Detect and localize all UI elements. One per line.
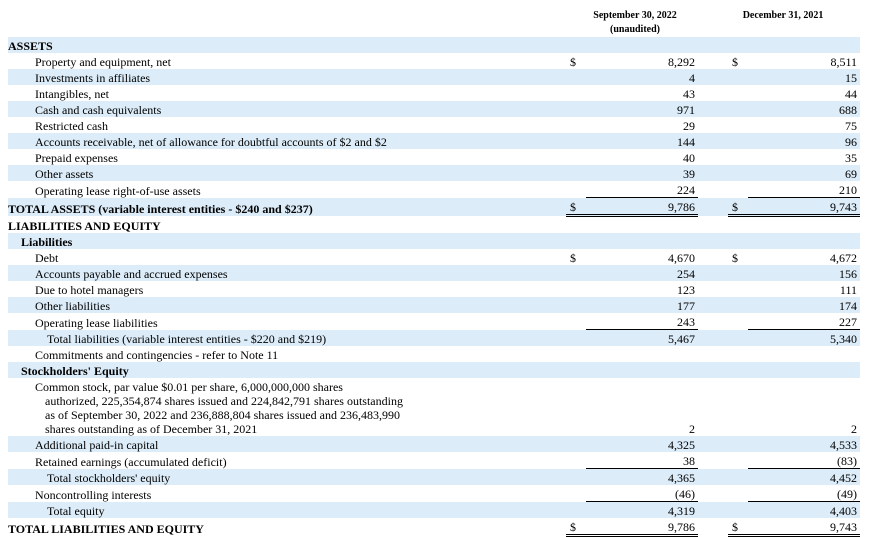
currency-symbol [566, 265, 586, 281]
spacer [698, 436, 728, 452]
row-label-line: shares outstanding as of December 31, 2021 [45, 422, 258, 436]
table-row [8, 117, 860, 133]
row-label: Operating lease right-of-use assets [35, 183, 201, 198]
table-row [8, 133, 860, 149]
value-sep-2022: 123 [677, 283, 695, 297]
spacer [698, 249, 728, 265]
table-row [8, 313, 860, 330]
currency-symbol [566, 181, 586, 198]
currency-symbol [728, 502, 748, 519]
row-label: Debt [35, 251, 59, 265]
currency-symbol [566, 85, 586, 101]
currency-symbol [566, 378, 586, 436]
spacer [698, 281, 728, 297]
currency-symbol: $ [566, 198, 586, 216]
row-label: Liabilities [8, 233, 566, 249]
value-sep-2022: 43 [683, 87, 695, 101]
spacer [698, 216, 728, 234]
value-sep-2022 [586, 216, 698, 234]
row-label: Other liabilities [8, 297, 566, 313]
spacer [698, 469, 728, 486]
currency-symbol [728, 69, 748, 85]
table-row [8, 265, 860, 281]
spacer [698, 330, 728, 347]
value-sep-2022: 5,467 [586, 330, 698, 347]
value-sep-2022: 224 [586, 181, 698, 198]
currency-symbol [566, 37, 586, 53]
value-dec-2021: 4,452 [748, 469, 860, 486]
currency-symbol [728, 436, 748, 452]
row-label: Stockholders' Equity [8, 362, 566, 378]
currency-symbol [566, 117, 586, 133]
row-label: Retained earnings (accumulated deficit) [35, 454, 227, 469]
table-row [8, 362, 860, 378]
currency-symbol [566, 297, 586, 313]
table-row [8, 216, 860, 234]
value-sep-2022: 4,365 [586, 469, 698, 486]
spacer [698, 346, 728, 362]
value-sep-2022: 144 [586, 133, 698, 149]
currency-symbol [728, 313, 748, 330]
currency-symbol [728, 297, 748, 313]
currency-symbol [566, 101, 586, 117]
value-dec-2021 [748, 362, 860, 378]
row-label: Property and equipment, net [35, 55, 171, 69]
currency-symbol [728, 165, 748, 181]
spacer [698, 117, 728, 133]
column-header-sep-2022 [570, 9, 700, 37]
spacer [698, 133, 728, 149]
spacer [698, 181, 728, 198]
value-dec-2021: 4,533 [748, 436, 860, 452]
value-dec-2021: 688 [748, 101, 860, 117]
table-row [8, 181, 860, 198]
row-label: Restricted cash [35, 119, 108, 133]
value-sep-2022: 177 [586, 297, 698, 313]
currency-symbol [728, 330, 748, 347]
table-row [8, 436, 860, 452]
row-label: Intangibles, net [35, 87, 109, 101]
table-row [8, 330, 860, 347]
currency-symbol: $ [728, 198, 748, 216]
column-header-unaudited: (unaudited) [609, 24, 660, 35]
column-header-dec-2021 [718, 9, 848, 23]
currency-symbol [566, 149, 586, 165]
value-dec-2021: 227 [748, 313, 860, 330]
value-dec-2021: 69 [748, 165, 860, 181]
currency-symbol [566, 313, 586, 330]
value-sep-2022 [586, 346, 698, 362]
currency-symbol: $ [732, 251, 738, 265]
table-row [8, 149, 860, 165]
spacer [698, 69, 728, 85]
value-dec-2021: 9,743 [748, 198, 860, 216]
balance-sheet-table [8, 37, 860, 537]
value-dec-2021 [748, 216, 860, 234]
row-label: Due to hotel managers [35, 283, 144, 297]
value-dec-2021: (83) [748, 452, 860, 469]
currency-symbol: $ [570, 55, 576, 69]
value-sep-2022 [586, 362, 698, 378]
value-dec-2021: 2 [851, 422, 857, 436]
spacer [698, 518, 728, 536]
spacer [698, 165, 728, 181]
spacer [698, 502, 728, 519]
table-row [8, 469, 860, 486]
currency-symbol [728, 133, 748, 149]
row-label: Other assets [8, 165, 566, 181]
currency-symbol [566, 469, 586, 486]
value-dec-2021: 35 [845, 151, 857, 165]
table-row [8, 233, 860, 249]
value-sep-2022: 971 [586, 101, 698, 117]
spacer [698, 297, 728, 313]
currency-symbol [728, 362, 748, 378]
value-dec-2021: (49) [748, 485, 860, 502]
value-dec-2021 [748, 233, 860, 249]
currency-symbol: $ [570, 251, 576, 265]
spacer [698, 85, 728, 101]
currency-symbol [728, 149, 748, 165]
table-row [8, 485, 860, 502]
currency-symbol: $ [566, 518, 586, 536]
currency-symbol [728, 265, 748, 281]
currency-symbol [728, 346, 748, 362]
table-row [8, 249, 860, 265]
column-header-date: December 31, 2021 [742, 10, 824, 21]
value-sep-2022: 38 [586, 452, 698, 469]
table-row [8, 502, 860, 519]
value-sep-2022: 4,670 [668, 251, 695, 265]
table-row [8, 518, 860, 536]
currency-symbol [566, 165, 586, 181]
currency-symbol [566, 485, 586, 502]
currency-symbol [566, 452, 586, 469]
row-label: Additional paid-in capital [8, 436, 566, 452]
table-row [8, 165, 860, 181]
value-sep-2022 [586, 233, 698, 249]
currency-symbol [728, 485, 748, 502]
value-sep-2022: 8,292 [668, 55, 695, 69]
row-label: LIABILITIES AND EQUITY [8, 219, 161, 233]
value-dec-2021: 5,340 [748, 330, 860, 347]
currency-symbol [566, 69, 586, 85]
currency-symbol [728, 469, 748, 486]
currency-symbol [728, 85, 748, 101]
row-label: Total liabilities (variable interest entities - $220 and $219) [8, 330, 566, 347]
currency-symbol [566, 330, 586, 347]
row-label: Accounts receivable, net of allowance for doubtful accounts of $2 and $2 [8, 133, 566, 149]
row-label: Noncontrolling interests [35, 487, 152, 502]
value-dec-2021: 4,672 [830, 251, 857, 265]
row-label: Prepaid expenses [35, 151, 118, 165]
currency-symbol [728, 378, 748, 436]
table-row [8, 346, 860, 362]
currency-symbol: $ [728, 518, 748, 536]
currency-symbol [566, 233, 586, 249]
value-sep-2022: 4,319 [586, 502, 698, 519]
currency-symbol [728, 181, 748, 198]
currency-symbol [728, 281, 748, 297]
table-row [8, 69, 860, 85]
value-dec-2021: 96 [748, 133, 860, 149]
currency-symbol [566, 346, 586, 362]
currency-symbol [566, 281, 586, 297]
row-label-line: Common stock, par value $0.01 per share, 6,000,000,000 shares [35, 380, 343, 394]
value-sep-2022: 2 [689, 422, 695, 436]
row-label [8, 378, 566, 436]
value-dec-2021: 15 [748, 69, 860, 85]
value-sep-2022 [586, 37, 698, 53]
table-row [8, 101, 860, 117]
currency-symbol [728, 101, 748, 117]
table-row [8, 297, 860, 313]
table-row [8, 378, 860, 436]
row-label: Cash and cash equivalents [8, 101, 566, 117]
spacer [698, 362, 728, 378]
row-label-line: authorized, 225,354,874 shares issued and 224,842,791 shares outstanding [45, 394, 403, 408]
value-dec-2021: 4,403 [748, 502, 860, 519]
currency-symbol [728, 233, 748, 249]
row-label: TOTAL ASSETS (variable interest entities - $240 and $237) [8, 198, 566, 216]
value-dec-2021: 174 [748, 297, 860, 313]
spacer [698, 101, 728, 117]
value-sep-2022: 4 [586, 69, 698, 85]
spacer [698, 485, 728, 502]
value-dec-2021: 111 [839, 283, 857, 297]
column-header-date: September 30, 2022 [593, 10, 677, 21]
value-sep-2022: 4,325 [586, 436, 698, 452]
currency-symbol [728, 117, 748, 133]
value-dec-2021: 75 [845, 119, 857, 133]
table-row [8, 281, 860, 297]
spacer [698, 378, 728, 436]
currency-symbol [566, 216, 586, 234]
spacer [698, 53, 728, 69]
value-dec-2021: 8,511 [830, 55, 857, 69]
value-sep-2022: 9,786 [586, 518, 698, 536]
currency-symbol [728, 216, 748, 234]
value-dec-2021: 9,743 [748, 518, 860, 536]
table-row [8, 37, 860, 53]
row-label: Investments in affiliates [8, 69, 566, 85]
value-sep-2022: 243 [586, 313, 698, 330]
table-row [8, 452, 860, 469]
table-row [8, 85, 860, 101]
currency-symbol [566, 502, 586, 519]
currency-symbol [566, 133, 586, 149]
row-label: TOTAL LIABILITIES AND EQUITY [8, 521, 204, 536]
value-dec-2021 [748, 37, 860, 53]
row-label: Commitments and contingencies - refer to Note 11 [35, 348, 279, 362]
row-label: Operating lease liabilities [35, 315, 158, 330]
spacer [698, 233, 728, 249]
value-sep-2022: 254 [586, 265, 698, 281]
value-dec-2021: 44 [845, 87, 857, 101]
currency-symbol [728, 37, 748, 53]
row-label-line: as of September 30, 2022 and 236,888,804 shares issued and 236,483,990 [45, 408, 400, 422]
spacer [698, 198, 728, 216]
spacer [698, 452, 728, 469]
spacer [698, 313, 728, 330]
value-dec-2021: 156 [748, 265, 860, 281]
spacer [698, 37, 728, 53]
currency-symbol [566, 436, 586, 452]
value-sep-2022: (46) [586, 485, 698, 502]
value-sep-2022: 9,786 [586, 198, 698, 216]
table-row [8, 53, 860, 69]
table-row [8, 198, 860, 216]
row-label: Accounts payable and accrued expenses [8, 265, 566, 281]
value-dec-2021: 210 [748, 181, 860, 198]
row-label: Total stockholders' equity [8, 469, 566, 486]
value-sep-2022: 40 [683, 151, 695, 165]
value-sep-2022: 39 [586, 165, 698, 181]
spacer [698, 149, 728, 165]
value-dec-2021 [748, 346, 860, 362]
value-sep-2022: 29 [683, 119, 695, 133]
spacer [698, 265, 728, 281]
currency-symbol [566, 362, 586, 378]
row-label: Total equity [8, 502, 566, 519]
row-label: ASSETS [8, 37, 566, 53]
currency-symbol [728, 452, 748, 469]
currency-symbol: $ [732, 55, 738, 69]
